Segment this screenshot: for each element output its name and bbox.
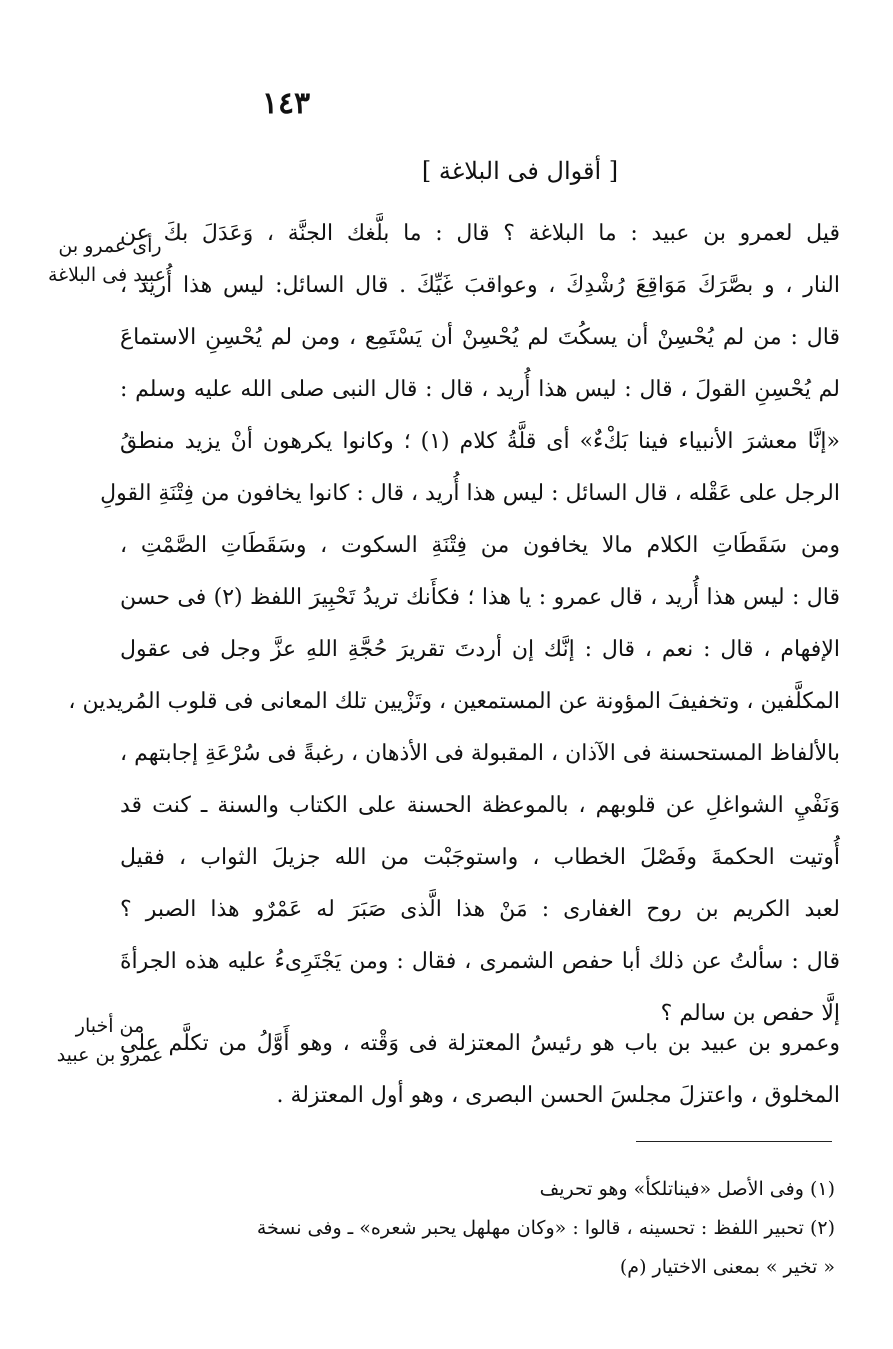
footnote: (٢) تحبير اللفظ : تحسينه ، قالوا : «وكان مهلهل يحبر شعره» ـ وفى نسخة [256,1217,835,1239]
text-line: الرجل على عَقْله ، قال السائل : ليس هذا أُريد ، قال : كانوا يخافون من فِتْنَةِ القولِ [100,481,840,506]
margin-note-line: عبيد فى البلاغة [47,264,166,286]
text-line: أُوتيت الحكمةَ وفَصْلَ الخطاب ، واستوجَبْت من الله جزيلَ الثواب ، فقيل [120,845,840,870]
margin-note-line: عمرو بن عبيد [56,1044,164,1066]
text-line: بالألفاظ المستحسنة فى الآذان ، المقبولة فى الأذهان ، رغبةً فى سُرْعَةِ إجابتهم ، [120,741,840,766]
text-line: ومن سَقَطَاتِ الكلام مالا يخافون من فِتْنَةِ السكوت ، وسَقَطَاتِ الصَّمْتِ ، [120,533,840,558]
text-line: المكلَّفين ، وتخفيفَ المؤونة عن المستمعين ، وتَزْيين تلك المعانى فى قلوب المُريدين ، [68,689,840,714]
section-title: [ أقوال فى البلاغة ] [421,157,619,185]
footnotes [175,1170,835,1287]
text-line: وَنَفْيِ الشواغلِ عن قلوبهم ، بالموعظة الحسنة على الكتاب والسنة ـ كنت قد [120,793,840,818]
text-line: «إنَّا معشرَ الأنبياء فينا بَكْءٌ» أى قلَّةُ كلام (١) ؛ وكانوا يكرهون أنْ يزيد منطقُ [120,429,840,454]
text-line: قال : سألتُ عن ذلك أبا حفص الشمرى ، فقال : ومن يَجْتَرِىءُ عليه هذه الجرأةَ [120,949,840,974]
second-paragraph [120,1018,840,1122]
text-line: لعبد الكريم بن روح الغفارى : مَنْ هذا الَّذى صَبَرَ له عَمْرٌو هذا الصبر ؟ [120,897,840,922]
text-line: المخلوق ، واعتزلَ مجلسَ الحسن البصرى ، وهو أول المعتزلة . [276,1083,840,1108]
footnote: « تخير » بمعنى الاختيار (م) [619,1256,835,1278]
text-line: الإفهام ، قال : نعم ، قال : إنَّك إن أردتَ تقريرَ حُجَّةِ اللهِ عزَّ وجل فى عقول [120,637,840,662]
text-line: قال : من لم يُحْسِنْ أن يسكُتَ لم يُحْسِنْ أن يَسْتَمِع ، ومن لم يُحْسِنِ الاستماعَ [120,325,840,350]
footnote: (١) وفى الأصل «فيناتلكأ» وهو تحريف [539,1178,835,1200]
text-line: قيل لعمرو بن عبيد : ما البلاغة ؟ قال : ما بلَّغك الجنَّة ، وَعَدَلَ بكَ عن [120,221,840,246]
text-line: النار ، و بصَّرَكَ مَوَاقِعَ رُشْدِكَ ، وعواقبَ غَيِّكَ . قال السائل: ليس هذا أُريد ، [120,273,840,298]
page-number: ١٤٣ [261,86,311,121]
text-line: إلَّا حفص بن سالم ؟ [660,1001,840,1026]
text-line: لم يُحْسِنِ القولَ ، قال : ليس هذا أُريد ، قال : قال النبى صلى الله عليه وسلم : [120,377,840,402]
footnote-divider [636,1141,832,1142]
margin-note-line: رأى عمرو بن [58,235,162,257]
text-line: قال : ليس هذا أُريد ، قال عمرو : يا هذا ؛ فكأَنك تريدُ تَحْبِيرَ اللفظ (٢) فى حسن [120,585,840,610]
margin-note-line: من أخبار [75,1015,145,1037]
text-line: وعمرو بن عبيد بن باب هو رئيسُ المعتزلة فى وَقْته ، وهو أَوَّلُ من تكلَّم على [120,1031,840,1056]
